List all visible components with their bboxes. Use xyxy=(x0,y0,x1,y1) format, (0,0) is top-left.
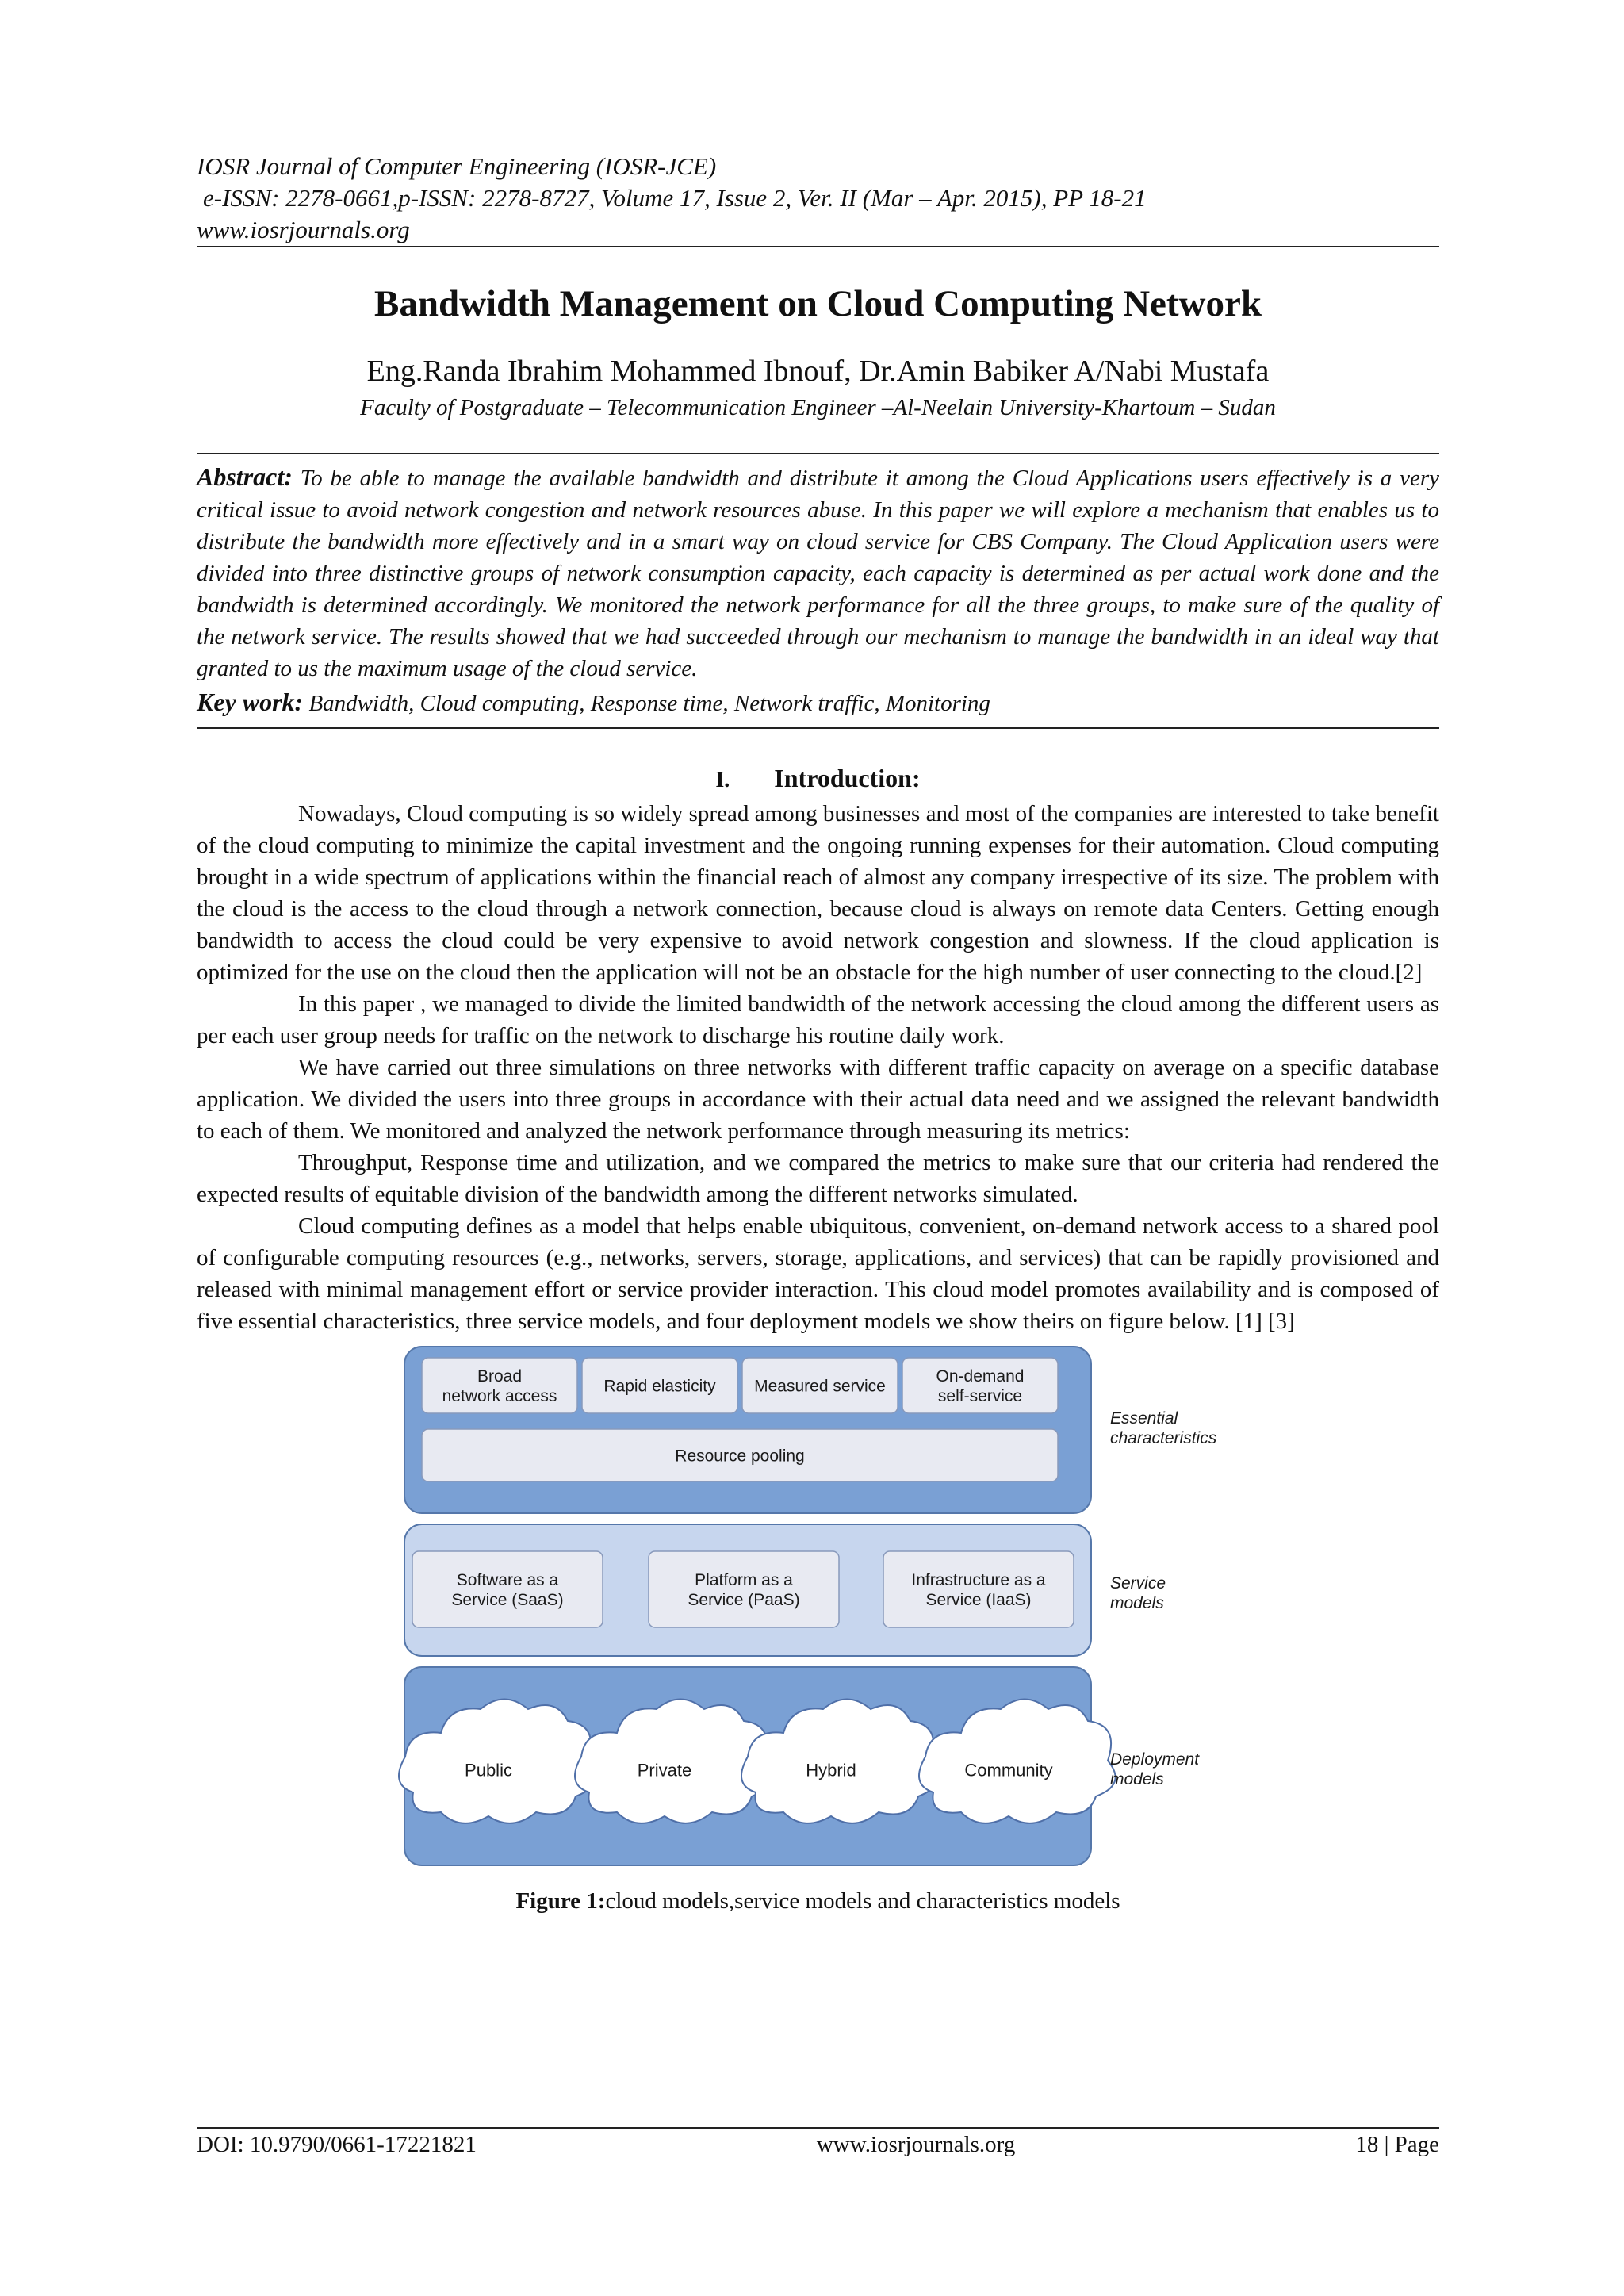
deployment-cloud-label: Public xyxy=(465,1760,512,1780)
abstract-text: To be able to manage the available bandwidth and distribute it among the Cloud Applications users effectively is a very critical issue to avoid network congestion and network resources abuse. In this paper we will explore a mechanism that enables us to distribute the bandwidth more effectively and in a smart way on cloud service for CBS Company. The Cloud Application users were divided into three distinctive groups of network consumption capacity, each capacity is determined as per actual work done and the bandwidth is determined accordingly. We monitored the network performance for all the three groups, to make sure of the quality of the network service. The results showed that we had succeeded through our mechanism to manage the bandwidth in an ideal way that granted to us the maximum usage of the cloud service. xyxy=(197,466,1440,681)
paragraph: Throughput, Response time and utilization, and we compared the metrics to make sure that our criteria had rendered the expected results of equitable division of the bandwidth among the different networks simulated. xyxy=(197,1150,1439,1207)
service-side-label: Service xyxy=(1110,1573,1166,1593)
essential-box-label: Rapid elasticity xyxy=(603,1377,716,1396)
service-box xyxy=(412,1551,603,1627)
abstract-block xyxy=(197,453,1439,729)
section-title: Introduction: xyxy=(774,764,921,792)
abstract xyxy=(197,461,1439,684)
service-box-label: Service (IaaS) xyxy=(925,1590,1032,1609)
footer-website: www.iosrjournals.org xyxy=(816,2132,1016,2157)
service-box-label: Infrastructure as a xyxy=(911,1570,1046,1589)
service-box-label: Service (SaaS) xyxy=(451,1590,564,1609)
service-box xyxy=(883,1551,1074,1627)
deployment-cloud-label: Hybrid xyxy=(806,1760,856,1780)
paragraph: Cloud computing defines as a model that helps enable ubiquitous, convenient, on-demand network access to a shared pool of configurable computing resources (e.g., networks, servers, storage, applications, and services) that can be rapidly provisioned and released with minimal management effort or service provider interaction. This cloud model promotes availability and is composed of five essential characteristics, three service models, and four deployment models we show theirs on figure below. [1] [3] xyxy=(197,1213,1439,1334)
section-number: I. xyxy=(715,768,730,792)
deployment-side-label: models xyxy=(1110,1769,1164,1788)
service-box-label: Platform as a xyxy=(695,1570,793,1589)
page-footer xyxy=(197,2127,1439,2158)
essential-box-label: On-demand xyxy=(936,1366,1025,1386)
deployment-side-label: Deployment xyxy=(1110,1750,1200,1769)
keywords-label: Key work: xyxy=(197,688,304,716)
figure-1 xyxy=(197,1340,1439,1884)
paper-title: Bandwidth Management on Cloud Computing Network xyxy=(373,283,1262,324)
service-box-label: Service (PaaS) xyxy=(688,1590,800,1609)
essential-box-label: Measured service xyxy=(754,1377,886,1396)
journal-issn: e-ISSN: 2278-0661,p-ISSN: 2278-8727, Volume 17, Issue 2, Ver. II (Mar – Apr. 2015), PP 18-21 xyxy=(203,184,1147,212)
paragraph: In this paper , we managed to divide the limited bandwidth of the network accessing the cloud among the different users as per each user group needs for traffic on the network to discharge his routine daily work. xyxy=(197,991,1439,1048)
cloud-model-diagram xyxy=(197,1340,1439,1884)
resource-pooling-label: Resource pooling xyxy=(675,1447,805,1466)
figure-caption xyxy=(197,1888,1439,1915)
paper-page xyxy=(197,151,1439,1915)
header-rule xyxy=(197,246,1439,247)
caption-label: Figure 1: xyxy=(515,1888,606,1914)
keywords-line xyxy=(197,686,1439,719)
service-side-label: models xyxy=(1110,1593,1164,1612)
paper-affiliation: Faculty of Postgraduate – Telecommunication Engineer –Al-Neelain University-Khartoum – Sudan xyxy=(360,395,1276,420)
abstract-label: Abstract: xyxy=(197,462,293,491)
journal-name: IOSR Journal of Computer Engineering (IOSR-JCE) xyxy=(197,152,717,180)
service-box xyxy=(649,1551,839,1627)
service-box-label: Software as a xyxy=(456,1570,559,1589)
journal-header xyxy=(197,151,1439,246)
deployment-cloud-label: Private xyxy=(637,1760,692,1780)
section-heading xyxy=(197,764,1439,793)
essential-box-label: self-service xyxy=(937,1386,1023,1405)
paragraph: We have carried out three simulations on three networks with different traffic capacity on average on a specific database application. We divided the users into three groups in accordance with their actual data need and we assigned the relevant bandwidth to each of them. We monitored and analyzed the network performance through measuring its metrics: xyxy=(197,1055,1439,1144)
essential-side-label: characteristics xyxy=(1110,1428,1217,1447)
paragraph: Nowadays, Cloud computing is so widely spread among businesses and most of the companies are interested to take benefit of the cloud computing to minimize the capital investment and the ongoing running expenses for their automation. Cloud computing brought in a wide spectrum of applications within the financial reach of almost any company irrespective of its size. The problem with the cloud is the access to the cloud through a network connection, because cloud is always on remote data Centers. Getting enough bandwidth to access the cloud could be very expensive to avoid network congestion and slowness. If the cloud application is optimized for the use on the cloud then the application will not be an obstacle for the high number of user connecting to the cloud.[2] xyxy=(197,801,1439,985)
paper-authors: Eng.Randa Ibrahim Mohammed Ibnouf, Dr.Amin Babiker A/Nabi Mustafa xyxy=(366,355,1270,388)
essential-side-label: Essential xyxy=(1110,1409,1178,1428)
essential-box-label: network access xyxy=(442,1386,557,1405)
caption-text: cloud models,service models and characteristics models xyxy=(605,1888,1120,1914)
journal-website: www.iosrjournals.org xyxy=(197,216,410,243)
keywords-text: Bandwidth, Cloud computing, Response time, Network traffic, Monitoring xyxy=(303,691,990,716)
footer-doi: DOI: 10.9790/0661-17221821 xyxy=(197,2132,477,2157)
deployment-cloud-label: Community xyxy=(964,1760,1053,1780)
essential-box-label: Broad xyxy=(477,1366,523,1386)
introduction-body xyxy=(197,798,1439,1337)
footer-page: 18 | Page xyxy=(1355,2132,1439,2157)
